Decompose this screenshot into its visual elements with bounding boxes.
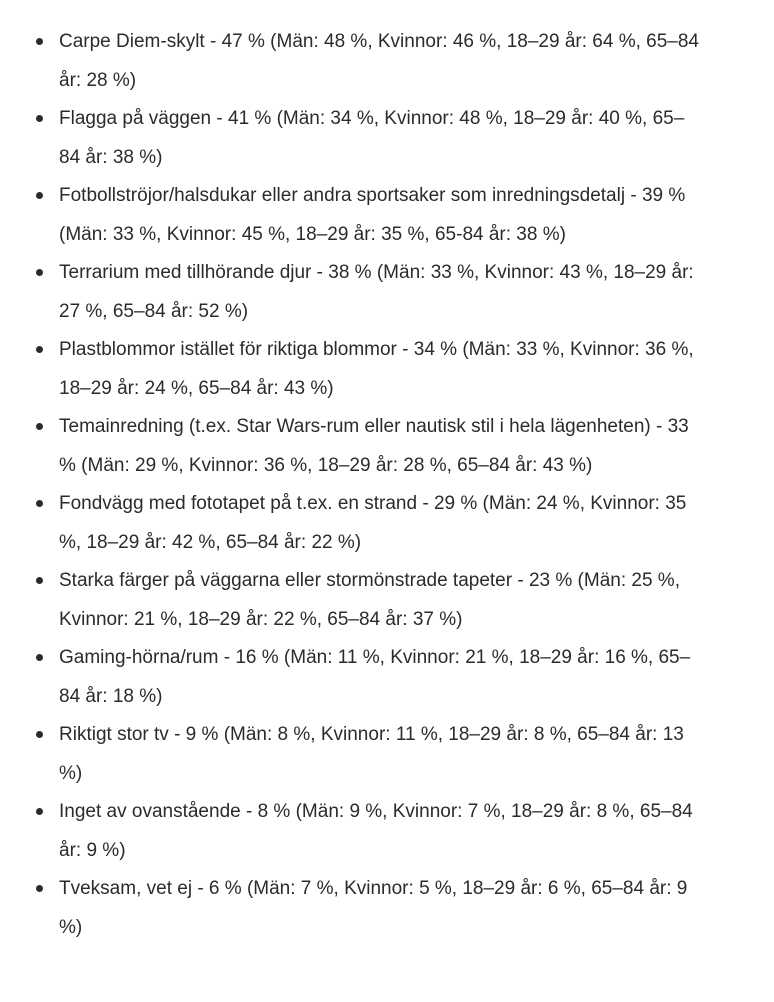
bullet-icon [36, 885, 43, 892]
list-item [59, 639, 704, 716]
list-item-text: Plastblommor istället för riktiga blommor - 34 % (Män: 33 %, Kvinnor: 36 %, 18–29 år: 24 %, 65–84 år: 43 %) [59, 339, 694, 399]
survey-results-list [0, 23, 700, 947]
list-item-text: Fondvägg med fototapet på t.ex. en strand - 29 % (Män: 24 %, Kvinnor: 35 %, 18–29 år: 42 %, 65–84 år: 22 %) [59, 493, 687, 553]
bullet-icon [36, 346, 43, 353]
bullet-icon [36, 654, 43, 661]
bullet-icon [36, 731, 43, 738]
list-item [59, 100, 704, 177]
list-item-text: Temainredning (t.ex. Star Wars-rum eller nautisk stil i hela lägenheten) - 33 % (Män: 29 %, Kvinnor: 36 %, 18–29 år: 28 %, 65–84 år: 43 %) [59, 416, 689, 476]
list-item-text: Starka färger på väggarna eller stormönstrade tapeter - 23 % (Män: 25 %, Kvinnor: 21 %, 18–29 år: 22 %, 65–84 år: 37 %) [59, 570, 680, 630]
bullet-icon [36, 38, 43, 45]
list-item [59, 408, 704, 485]
bullet-icon [36, 423, 43, 430]
list-item-text: Gaming-hörna/rum - 16 % (Män: 11 %, Kvinnor: 21 %, 18–29 år: 16 %, 65–84 år: 18 %) [59, 647, 691, 707]
bullet-icon [36, 577, 43, 584]
list-item [59, 485, 704, 562]
bullet-icon [36, 115, 43, 122]
list-item [59, 254, 704, 331]
list-item [59, 716, 704, 793]
list-item-text: Inget av ovanstående - 8 % (Män: 9 %, Kvinnor: 7 %, 18–29 år: 8 %, 65–84 år: 9 %) [59, 801, 693, 861]
list-item-text: Tveksam, vet ej - 6 % (Män: 7 %, Kvinnor: 5 %, 18–29 år: 6 %, 65–84 år: 9 %) [59, 878, 688, 938]
list-item-text: Flagga på väggen - 41 % (Män: 34 %, Kvinnor: 48 %, 18–29 år: 40 %, 65–84 år: 38 %) [59, 108, 685, 168]
list-item [59, 331, 704, 408]
bullet-icon [36, 192, 43, 199]
list-item [59, 793, 704, 870]
bullet-icon [36, 500, 43, 507]
bullet-icon [36, 808, 43, 815]
list-item-text: Terrarium med tillhörande djur - 38 % (Män: 33 %, Kvinnor: 43 %, 18–29 år: 27 %, 65–84 år: 52 %) [59, 262, 694, 322]
list-item-text: Fotbollströjor/halsdukar eller andra sportsaker som inredningsdetalj - 39 % (Män: 33 %, Kvinnor: 45 %, 18–29 år: 35 %, 65-84 år: 38 %) [59, 185, 686, 245]
list-item-text: Riktigt stor tv - 9 % (Män: 8 %, Kvinnor: 11 %, 18–29 år: 8 %, 65–84 år: 13 %) [59, 724, 684, 784]
bullet-icon [36, 269, 43, 276]
list-item-text: Carpe Diem-skylt - 47 % (Män: 48 %, Kvinnor: 46 %, 18–29 år: 64 %, 65–84 år: 28 %) [59, 31, 699, 91]
list-item [59, 562, 704, 639]
list-item [59, 23, 704, 100]
list-item [59, 177, 704, 254]
list-item [59, 870, 704, 947]
